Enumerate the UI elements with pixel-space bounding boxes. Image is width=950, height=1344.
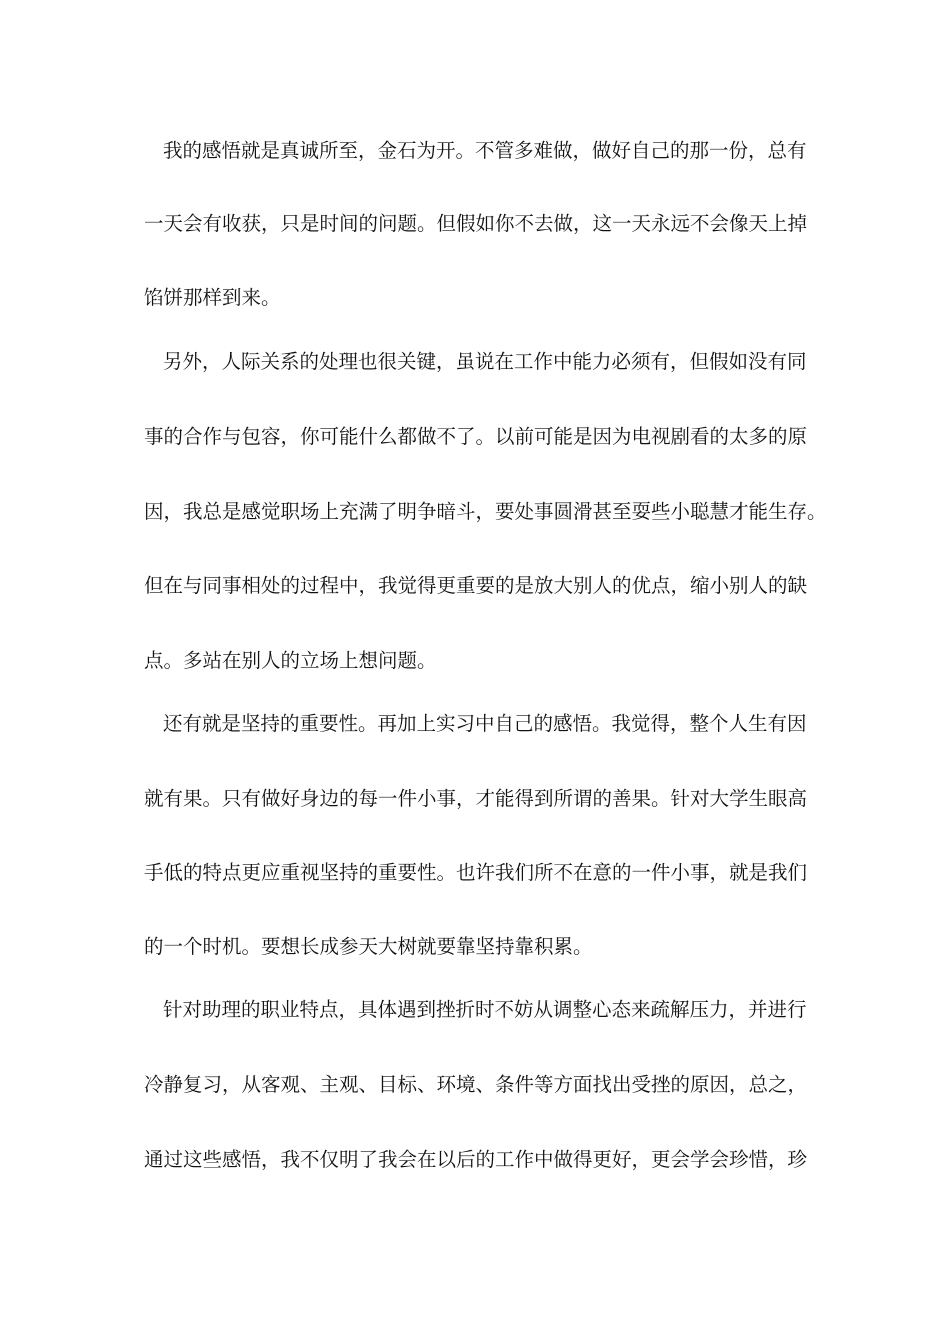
paragraph-3-line-1: 还有就是坚持的重要性。再加上实习中自己的感悟。我觉得，整个人生有因 <box>163 712 807 735</box>
paragraph-3-line-3: 手低的特点更应重视坚持的重要性。也许我们所不在意的一件小事，就是我们 <box>144 861 808 884</box>
paragraph-4-line-2: 冷静复习，从客观、主观、目标、环境、条件等方面找出受挫的原因，总之， <box>144 1073 808 1096</box>
paragraph-1-line-1: 我的感悟就是真诚所至，金石为开。不管多难做，做好自己的那一份，总有 <box>163 139 807 162</box>
paragraph-3-line-2: 就有果。只有做好身边的每一件小事，才能得到所谓的善果。针对大学生眼高 <box>144 787 808 810</box>
paragraph-2-line-5: 点。多站在别人的立场上想问题。 <box>144 649 437 672</box>
paragraph-1-line-2: 一天会有收获，只是时间的问题。但假如你不去做，这一天永远不会像天上掉 <box>144 212 808 235</box>
paragraph-4-line-3: 通过这些感悟，我不仅明了我会在以后的工作中做得更好，更会学会珍惜，珍 <box>144 1148 808 1171</box>
paragraph-2-line-2: 事的合作与包容，你可能什么都做不了。以前可能是因为电视剧看的太多的原 <box>144 425 808 448</box>
paragraph-3-line-4: 的一个时机。要想长成参天大树就要靠坚持靠积累。 <box>144 935 593 958</box>
paragraph-2-line-1: 另外，人际关系的处理也很关键，虽说在工作中能力必须有，但假如没有同 <box>163 350 807 373</box>
paragraph-2-line-4: 但在与同事相处的过程中，我觉得更重要的是放大别人的优点，缩小别人的缺 <box>144 574 808 597</box>
paragraph-2-line-3: 因，我总是感觉职场上充满了明争暗斗，要处事圆滑甚至耍些小聪慧才能生存。 <box>144 500 827 523</box>
paragraph-1-line-3: 馅饼那样到来。 <box>144 286 281 309</box>
paragraph-4-line-1: 针对助理的职业特点，具体遇到挫折时不妨从调整心态来疏解压力，并进行 <box>163 998 807 1021</box>
